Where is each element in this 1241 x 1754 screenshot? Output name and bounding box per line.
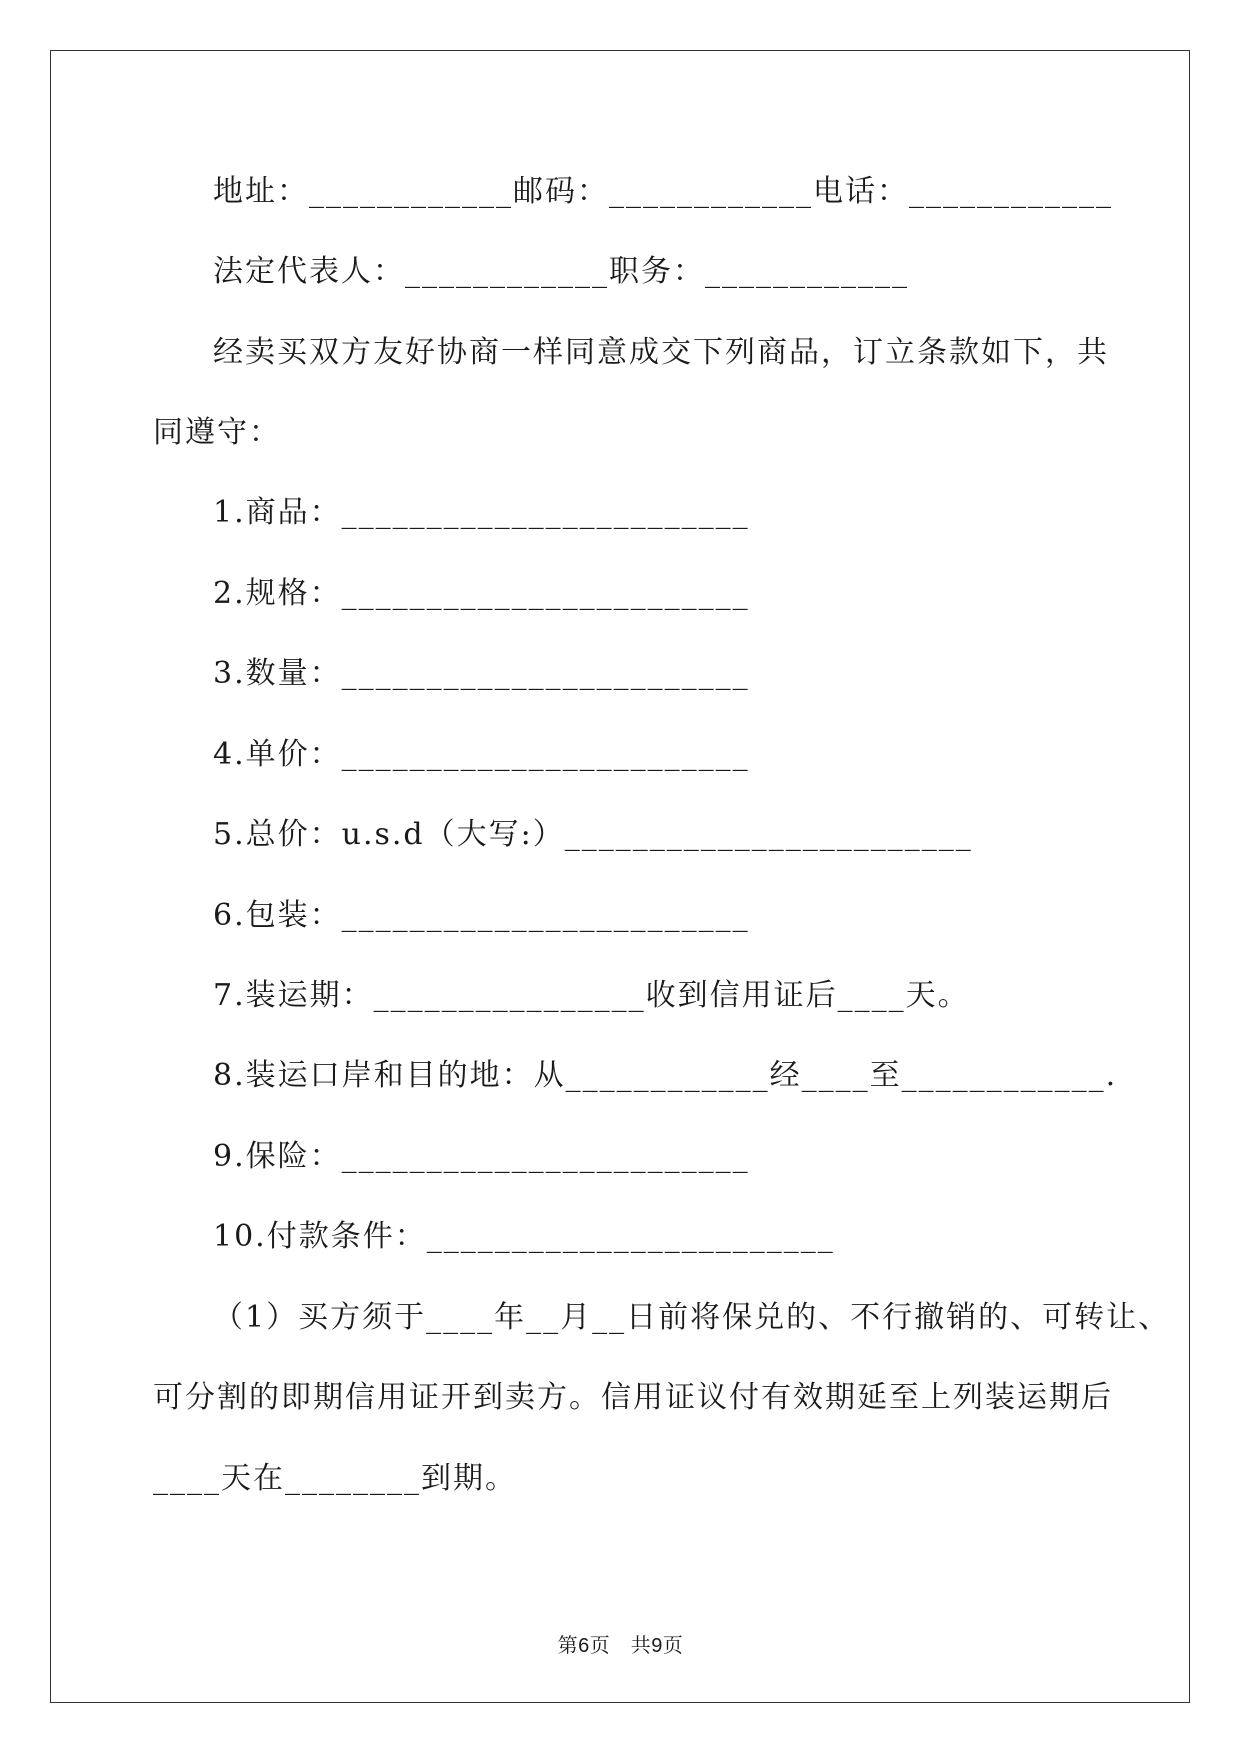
legal-representative-line: 法定代表人：____________职务：____________ xyxy=(213,254,909,289)
payment-subclause-line-3: ____天在________到期。 xyxy=(153,1461,517,1496)
agreement-intro-line-1: 经卖买双方友好协商一样同意成交下列商品，订立条款如下，共 xyxy=(213,335,1109,370)
page-footer xyxy=(0,1632,1241,1659)
total-pages-number: 9 xyxy=(651,1635,663,1657)
clause-total-price: 5.总价：u.s.d（大写:）________________________ xyxy=(213,817,973,852)
clause-shipment-period: 7.装运期：________________收到信用证后____天。 xyxy=(213,978,970,1013)
clause-unit-price: 4.单价：________________________ xyxy=(213,737,750,772)
current-page-number: 6 xyxy=(578,1635,590,1657)
clause-port-destination: 8.装运口岸和目的地：从____________经____至____________. xyxy=(213,1058,1118,1093)
payment-subclause-line-2: 可分割的即期信用证开到卖方。信用证议付有效期延至上列装运期后 xyxy=(153,1380,1113,1415)
clause-insurance: 9.保险：________________________ xyxy=(213,1139,750,1174)
address-line: 地址：____________邮码：____________电话：____________ xyxy=(213,174,1113,209)
clause-specification: 2.规格：________________________ xyxy=(213,576,750,611)
footer-suffix: 页 xyxy=(662,1633,684,1657)
clause-payment-terms: 10.付款条件：________________________ xyxy=(213,1219,835,1254)
clause-packing: 6.包装：________________________ xyxy=(213,898,750,933)
page-border xyxy=(50,50,1190,1703)
payment-subclause-line-1: （1）买方须于____年__月__日前将保兑的、不行撤销的、可转让、 xyxy=(213,1300,1171,1335)
agreement-intro-line-2: 同遵守： xyxy=(153,415,281,450)
clause-goods: 1.商品：________________________ xyxy=(213,495,750,530)
footer-middle: 页 共 xyxy=(589,1633,652,1657)
footer-prefix: 第 xyxy=(557,1633,579,1657)
clause-quantity: 3.数量：________________________ xyxy=(213,656,750,691)
